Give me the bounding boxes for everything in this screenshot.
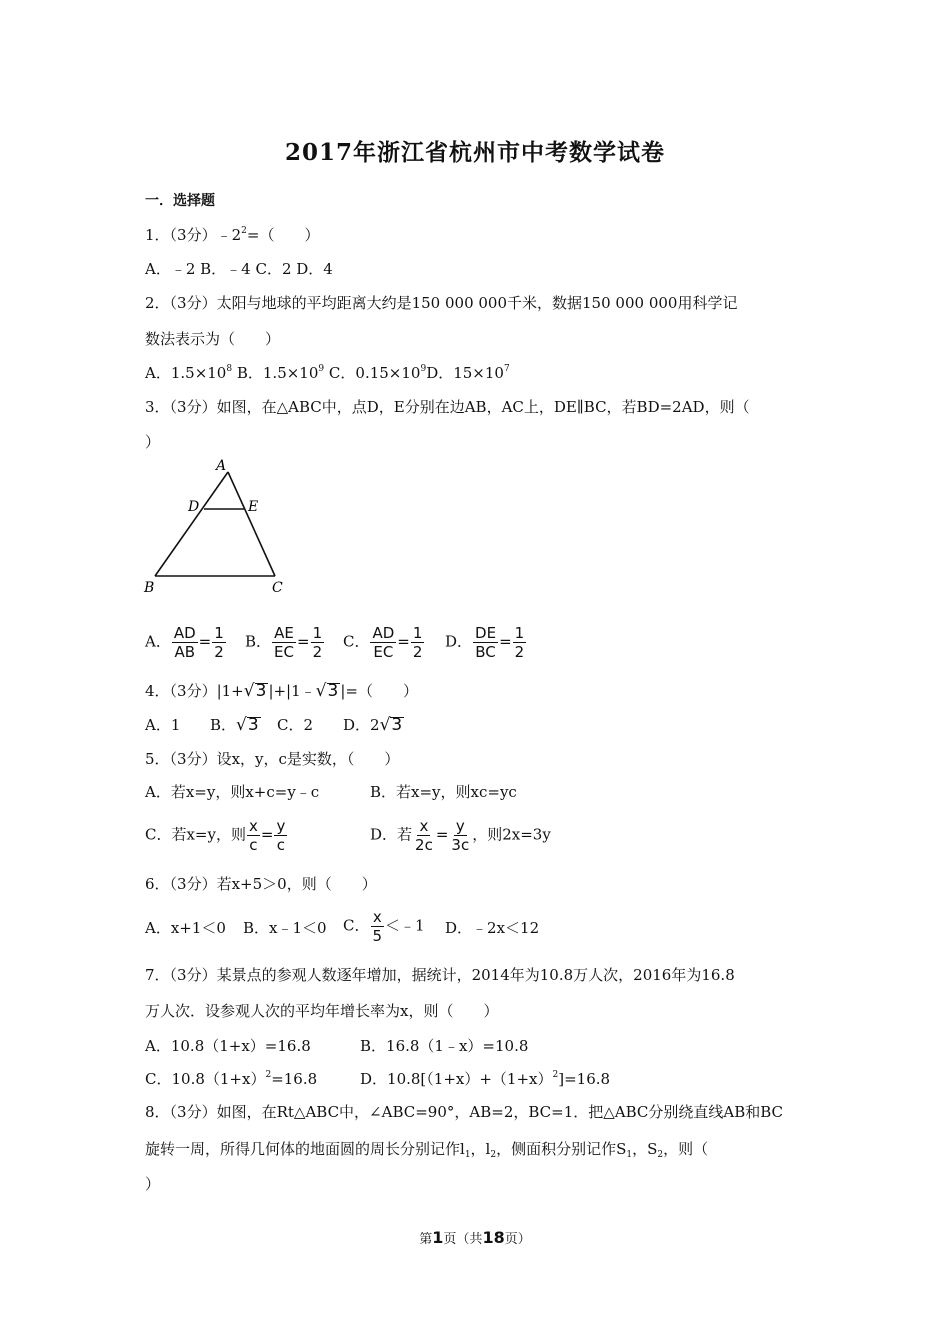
vertex-label-a: A: [216, 458, 227, 474]
vertex-label-d: D: [188, 499, 200, 515]
q4-option-b: [210, 714, 261, 735]
radicand: 3: [327, 681, 339, 701]
q8-line2: [145, 1138, 708, 1160]
q7-line1: 7．（3分）某景点的参观人数逐年增加，据统计，2014年为10.8万人次，2016年为16.8: [145, 966, 735, 984]
footer-text: 第: [419, 1232, 433, 1247]
denominator: AB: [174, 643, 196, 661]
fraction: [212, 624, 226, 661]
q6-stem: 6．（3分）若x+5＞0，则（ ）: [145, 875, 377, 893]
q3-line2: ）: [145, 433, 161, 451]
fraction: [247, 817, 260, 854]
numerator: x: [419, 817, 429, 835]
vertex-label-b: B: [144, 580, 155, 595]
numerator: AE: [274, 624, 294, 642]
vertex-label-c: C: [272, 580, 283, 595]
exponent: 2: [265, 1070, 272, 1080]
q1-stem: 1．（3分）﹣2: [145, 226, 242, 244]
option-label: C．: [343, 632, 370, 651]
denominator: 2: [412, 643, 423, 661]
option-label: A．: [145, 632, 171, 651]
question-1: [145, 224, 319, 245]
radicand: 3: [391, 715, 403, 735]
sqrt-icon: √: [379, 715, 391, 735]
question-4: [145, 680, 418, 701]
option-label: B．: [245, 632, 272, 651]
option-label: D．2: [343, 716, 380, 734]
fraction: [473, 624, 498, 661]
q7-option-b: B．16.8（1﹣x）=10.8: [360, 1037, 529, 1055]
q6-option-c: [343, 908, 425, 945]
subscript: 1: [464, 1150, 471, 1160]
page-title: 2017年浙江省杭州市中考数学试卷: [284, 139, 665, 166]
option-label: B．: [210, 716, 237, 734]
sqrt-icon: √: [315, 681, 327, 701]
q5-stem: 5．（3分）设x，y，c是实数，（ ）: [145, 750, 400, 768]
numerator: 1: [412, 624, 423, 642]
option-label: D．10.8[（1+x）+（1+x）: [360, 1070, 553, 1088]
denominator: c: [249, 836, 258, 854]
radicand: 3: [255, 681, 267, 701]
option-label: C．: [343, 916, 370, 935]
equals: =: [296, 632, 310, 651]
numerator: AD: [372, 624, 395, 642]
fraction: [274, 817, 287, 854]
option-tail: ＜﹣1: [385, 916, 425, 935]
vertex-label-e: E: [248, 499, 259, 515]
numerator: y: [276, 817, 286, 835]
q1-exponent: 2: [241, 226, 247, 236]
page-footer: [0, 1228, 950, 1247]
option-label: D．若: [370, 825, 413, 844]
numerator: DE: [475, 624, 497, 642]
q5-option-c: [145, 817, 288, 854]
subscript: 1: [626, 1150, 633, 1160]
equals: =: [435, 825, 449, 844]
option-label: D．: [445, 632, 473, 651]
fraction: [370, 624, 396, 661]
footer-text: 页（共: [443, 1232, 483, 1247]
q3-option-a: [145, 624, 227, 661]
q3-option-b: [245, 624, 325, 661]
q7-option-c: [145, 1068, 317, 1089]
fraction: [411, 624, 425, 661]
q2-option-a: A．1.5×10: [145, 364, 227, 382]
footer-text: 页）: [504, 1232, 531, 1247]
denominator: 2: [214, 643, 224, 661]
option-tail: ]=16.8: [558, 1070, 611, 1088]
denominator: c: [276, 836, 286, 854]
q4-option-d: [343, 714, 404, 735]
total-pages: 18: [482, 1228, 505, 1247]
denominator: BC: [475, 643, 496, 661]
subscript: 2: [657, 1150, 664, 1160]
q8-text: ，则（: [663, 1140, 709, 1158]
segment-ac: [228, 472, 275, 576]
numerator: y: [455, 817, 465, 835]
fraction: [370, 908, 384, 945]
q2-option-a-exp: 8: [226, 364, 233, 374]
sqrt-icon: √: [243, 681, 255, 701]
q1-options: A．﹣2 B．﹣4 C．2 D．4: [145, 260, 333, 278]
q1-tail: =（ ）: [246, 226, 320, 244]
subscript: 2: [490, 1150, 497, 1160]
option-label: C．若x=y，则: [145, 825, 246, 844]
q2-option-d-exp: 7: [503, 364, 510, 374]
denominator: 5: [372, 927, 383, 945]
page-number: 1: [432, 1228, 444, 1247]
equals: =: [260, 825, 274, 844]
q7-option-a: A．10.8（1+x）=16.8: [145, 1037, 311, 1055]
q8-text: ，l: [470, 1140, 491, 1158]
q2-option-b-exp: 9: [318, 364, 325, 374]
q4-option-a: A．1: [145, 716, 181, 734]
q4-stem-a: 4．（3分）|1+: [145, 682, 244, 700]
q2-option-c: C．0.15×10: [328, 364, 421, 382]
q6-option-a: A．x+1＜0: [145, 919, 226, 937]
q8-text: 旋转一周，所得几何体的地面圆的周长分别记作l: [145, 1140, 465, 1158]
q2-option-d: D．15×10: [426, 364, 504, 382]
sqrt-icon: √: [236, 715, 247, 735]
q8-text: ，侧面积分别记作S: [496, 1140, 627, 1158]
q3-option-c: [343, 624, 425, 661]
q6-option-d: D．﹣2x＜12: [445, 919, 540, 937]
q2-option-c-exp: 9: [420, 364, 427, 374]
q5-option-b: B．若x=y，则xc=yc: [370, 783, 517, 801]
fraction: [513, 624, 527, 661]
fraction: [172, 624, 198, 661]
equals: =: [198, 632, 212, 651]
q8-text: ，S: [632, 1140, 658, 1158]
q4-stem-b: |+|1﹣: [268, 682, 316, 700]
numerator: 1: [514, 624, 525, 642]
q2-line2: 数法表示为（ ）: [145, 330, 281, 348]
q2-options: [145, 362, 510, 383]
q5-option-d: [370, 817, 551, 854]
radicand: 3: [247, 715, 259, 735]
denominator: 2: [514, 643, 525, 661]
q8-line1: 8．（3分）如图，在Rt△ABC中，∠ABC=90°，AB=2，BC=1．把△ABC分别绕直线AB和BC: [145, 1103, 784, 1121]
q4-option-c: C．2: [277, 716, 314, 734]
fraction: [413, 817, 435, 854]
q3-option-d: [445, 624, 527, 661]
q5-option-a: A．若x=y，则x+c=y﹣c: [145, 783, 320, 801]
equals: =: [499, 632, 512, 651]
q8-line3: ）: [145, 1175, 161, 1193]
fraction: [311, 624, 325, 661]
option-tail: =16.8: [271, 1070, 318, 1088]
q3-line1: 3．（3分）如图，在△ABC中，点D，E分别在边AB，AC上，DE∥BC，若BD=2AD，则（: [145, 398, 750, 416]
denominator: EC: [373, 643, 394, 661]
denominator: 3c: [451, 836, 470, 854]
q4-stem-c: |=（ ）: [340, 682, 418, 700]
q7-line2: 万人次．设参观人次的平均年增长率为x，则（ ）: [145, 1002, 499, 1020]
segment-ab: [155, 472, 228, 576]
numerator: x: [372, 908, 382, 926]
exponent: 2: [552, 1070, 559, 1080]
q2-line1: 2．（3分）太阳与地球的平均距离大约是150 000 000千米，数据150 000 000用科学记: [145, 294, 738, 312]
fraction: [449, 817, 471, 854]
denominator: 2c: [415, 836, 433, 854]
q2-option-b: B．1.5×10: [236, 364, 319, 382]
numerator: 1: [312, 624, 323, 642]
option-label: C．10.8（1+x）: [145, 1070, 266, 1088]
numerator: x: [248, 817, 258, 835]
equals: =: [397, 632, 410, 651]
triangle-figure: [140, 455, 300, 595]
numerator: AD: [173, 624, 196, 642]
section-heading: 一．选择题: [145, 193, 215, 209]
option-tail: ，则2x=3y: [472, 825, 551, 844]
fraction: [272, 624, 296, 661]
q7-option-d: [360, 1068, 610, 1089]
denominator: EC: [274, 643, 294, 661]
q6-option-b: B．x﹣1＜0: [243, 919, 327, 937]
numerator: 1: [214, 624, 224, 642]
denominator: 2: [312, 643, 323, 661]
